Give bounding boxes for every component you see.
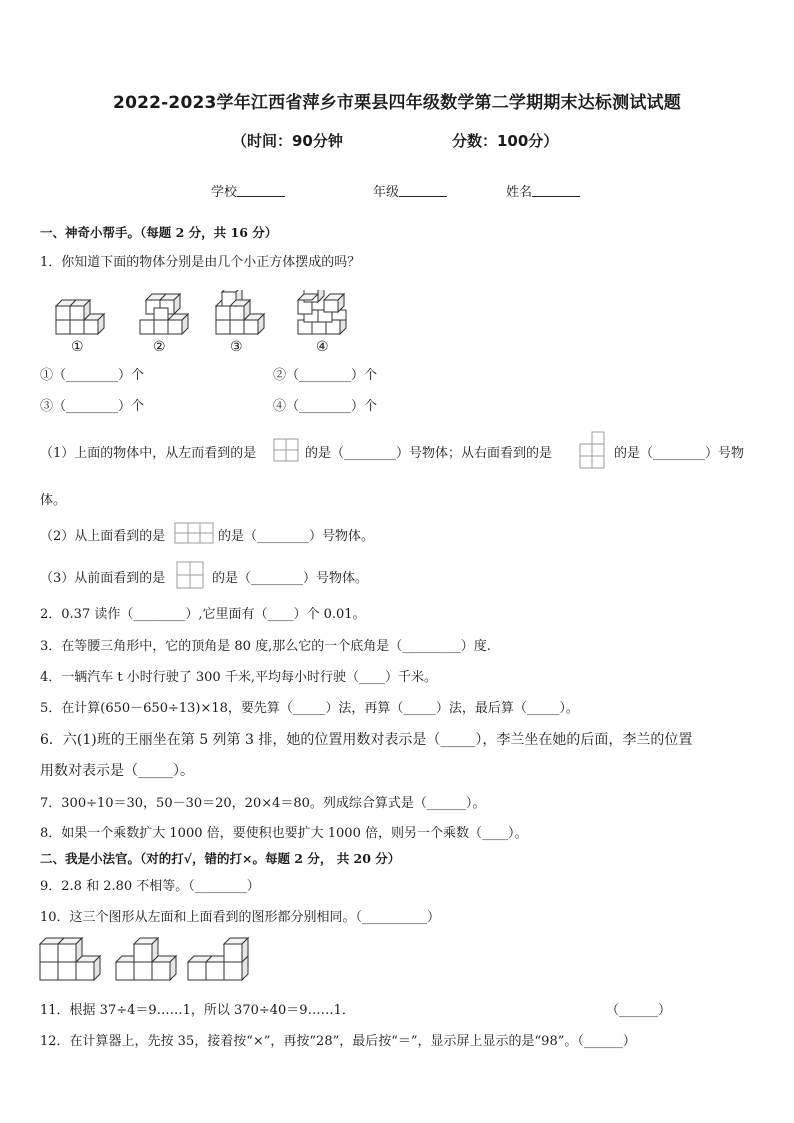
view-right-icon bbox=[578, 431, 606, 469]
q1-sub1-part-c: 的是（________）号物 bbox=[614, 446, 745, 461]
view-front-icon bbox=[176, 561, 204, 589]
name-label: 姓名 bbox=[506, 185, 533, 200]
q1-sub1-part-a: （1）上面的物体中，从左而看到的是 bbox=[40, 446, 257, 461]
question-2: 2．0.37 读作（________）,它里面有（____）个 0.01。 bbox=[40, 607, 366, 622]
figure-label-3: ③ bbox=[230, 339, 243, 355]
q1-blank-1[interactable]: ①（________）个 bbox=[40, 368, 145, 383]
name-blank[interactable] bbox=[532, 184, 580, 197]
question-11: 11．根据 37÷4＝9……1，所以 370÷40＝9……1． bbox=[40, 1003, 355, 1018]
q1-sub1-part-d: 体。 bbox=[40, 493, 67, 508]
q1-sub3-part-b: 的是（________）号物体。 bbox=[212, 571, 369, 586]
figure-label-2: ② bbox=[153, 339, 166, 355]
question-4: 4．一辆汽车 t 小时行驶了 300 千米,平均每小时行驶（____）千米。 bbox=[40, 670, 437, 685]
exam-score: 分数：100分） bbox=[452, 132, 559, 150]
school-field bbox=[211, 181, 285, 200]
grade-blank[interactable] bbox=[399, 184, 447, 197]
q1-blank-4[interactable]: ④（________）个 bbox=[273, 399, 378, 414]
grade-label: 年级 bbox=[373, 185, 400, 200]
section1-heading: 一、神奇小帮手。（每题 2 分，共 16 分） bbox=[40, 225, 278, 240]
figure-label-1: ① bbox=[71, 339, 84, 355]
view-top-icon bbox=[174, 522, 214, 544]
exam-time: （时间：90分钟 bbox=[232, 132, 343, 150]
q10-cube-figures bbox=[38, 936, 254, 984]
q1-blank-3[interactable]: ③（________）个 bbox=[40, 399, 145, 414]
figure-label-4: ④ bbox=[316, 339, 329, 355]
question-9: 9．2.8 和 2.80 不相等。（________） bbox=[40, 879, 260, 894]
name-field bbox=[506, 181, 580, 200]
question-7: 7．300÷10＝30，50－30＝20，20×4＝80。列成综合算式是（______）。 bbox=[40, 796, 486, 811]
q1-blank-2[interactable]: ②（________）个 bbox=[273, 368, 378, 383]
question-10: 10．这三个图形从左面和上面看到的图形都分别相同。（__________） bbox=[40, 910, 441, 925]
q10-figure-2 bbox=[116, 938, 176, 980]
q1-sub3-part-a: （3）从前面看到的是 bbox=[40, 571, 166, 586]
q10-figure-3 bbox=[188, 938, 248, 980]
section2-heading: 二、我是小法官。（对的打√，错的打×。每题 2 分， 共 20 分） bbox=[40, 851, 401, 866]
question-12: 12．在计算器上，先按 35，接着按“×”，再按“28”，最后按“＝”，显示屏上显示的是“98”。（______） bbox=[40, 1034, 636, 1049]
question-3: 3．在等腰三角形中，它的顶角是 80 度,那么它的一个底角是（_________）度. bbox=[40, 639, 491, 654]
view-left-icon bbox=[273, 438, 299, 462]
cube-figure-1 bbox=[56, 300, 104, 334]
q1-sub2-part-a: （2）从上面看到的是 bbox=[40, 529, 166, 544]
question-5: 5．在计算(650－650÷13)×18，要先算（_____）法，再算（_____）法，最后算（_____）。 bbox=[40, 701, 579, 716]
cube-figure-4 bbox=[298, 290, 346, 334]
q10-figure-1 bbox=[40, 938, 100, 980]
question-8: 8．如果一个乘数扩大 1000 倍，要使积也要扩大 1000 倍，则另一个乘数（____）。 bbox=[40, 826, 528, 841]
cube-figure-3 bbox=[216, 290, 264, 334]
cube-figure-2 bbox=[140, 294, 188, 334]
question-1: 1．你知道下面的物体分别是由几个小正方体摆成的吗？ bbox=[40, 255, 361, 270]
question-11-blank[interactable]: （______） bbox=[606, 1003, 672, 1018]
grade-field bbox=[373, 181, 447, 200]
question-6-line-1: 6．六(1)班的王丽坐在第 5 列第 3 排，她的位置用数对表示是（_____），李兰坐在她的后面，李兰的位置 bbox=[40, 732, 693, 748]
q1-cube-figures bbox=[50, 290, 360, 340]
q1-sub1-part-b: 的是（________）号物体；从右面看到的是 bbox=[305, 446, 553, 461]
school-blank[interactable] bbox=[237, 184, 285, 197]
q1-sub2-part-b: 的是（________）号物体。 bbox=[218, 529, 375, 544]
school-label: 学校 bbox=[211, 185, 238, 200]
page-title: 2022-2023学年江西省萍乡市栗县四年级数学第二学期期末达标测试试题 bbox=[113, 93, 681, 113]
question-6-line-2: 用数对表示是（_____）。 bbox=[40, 763, 194, 779]
